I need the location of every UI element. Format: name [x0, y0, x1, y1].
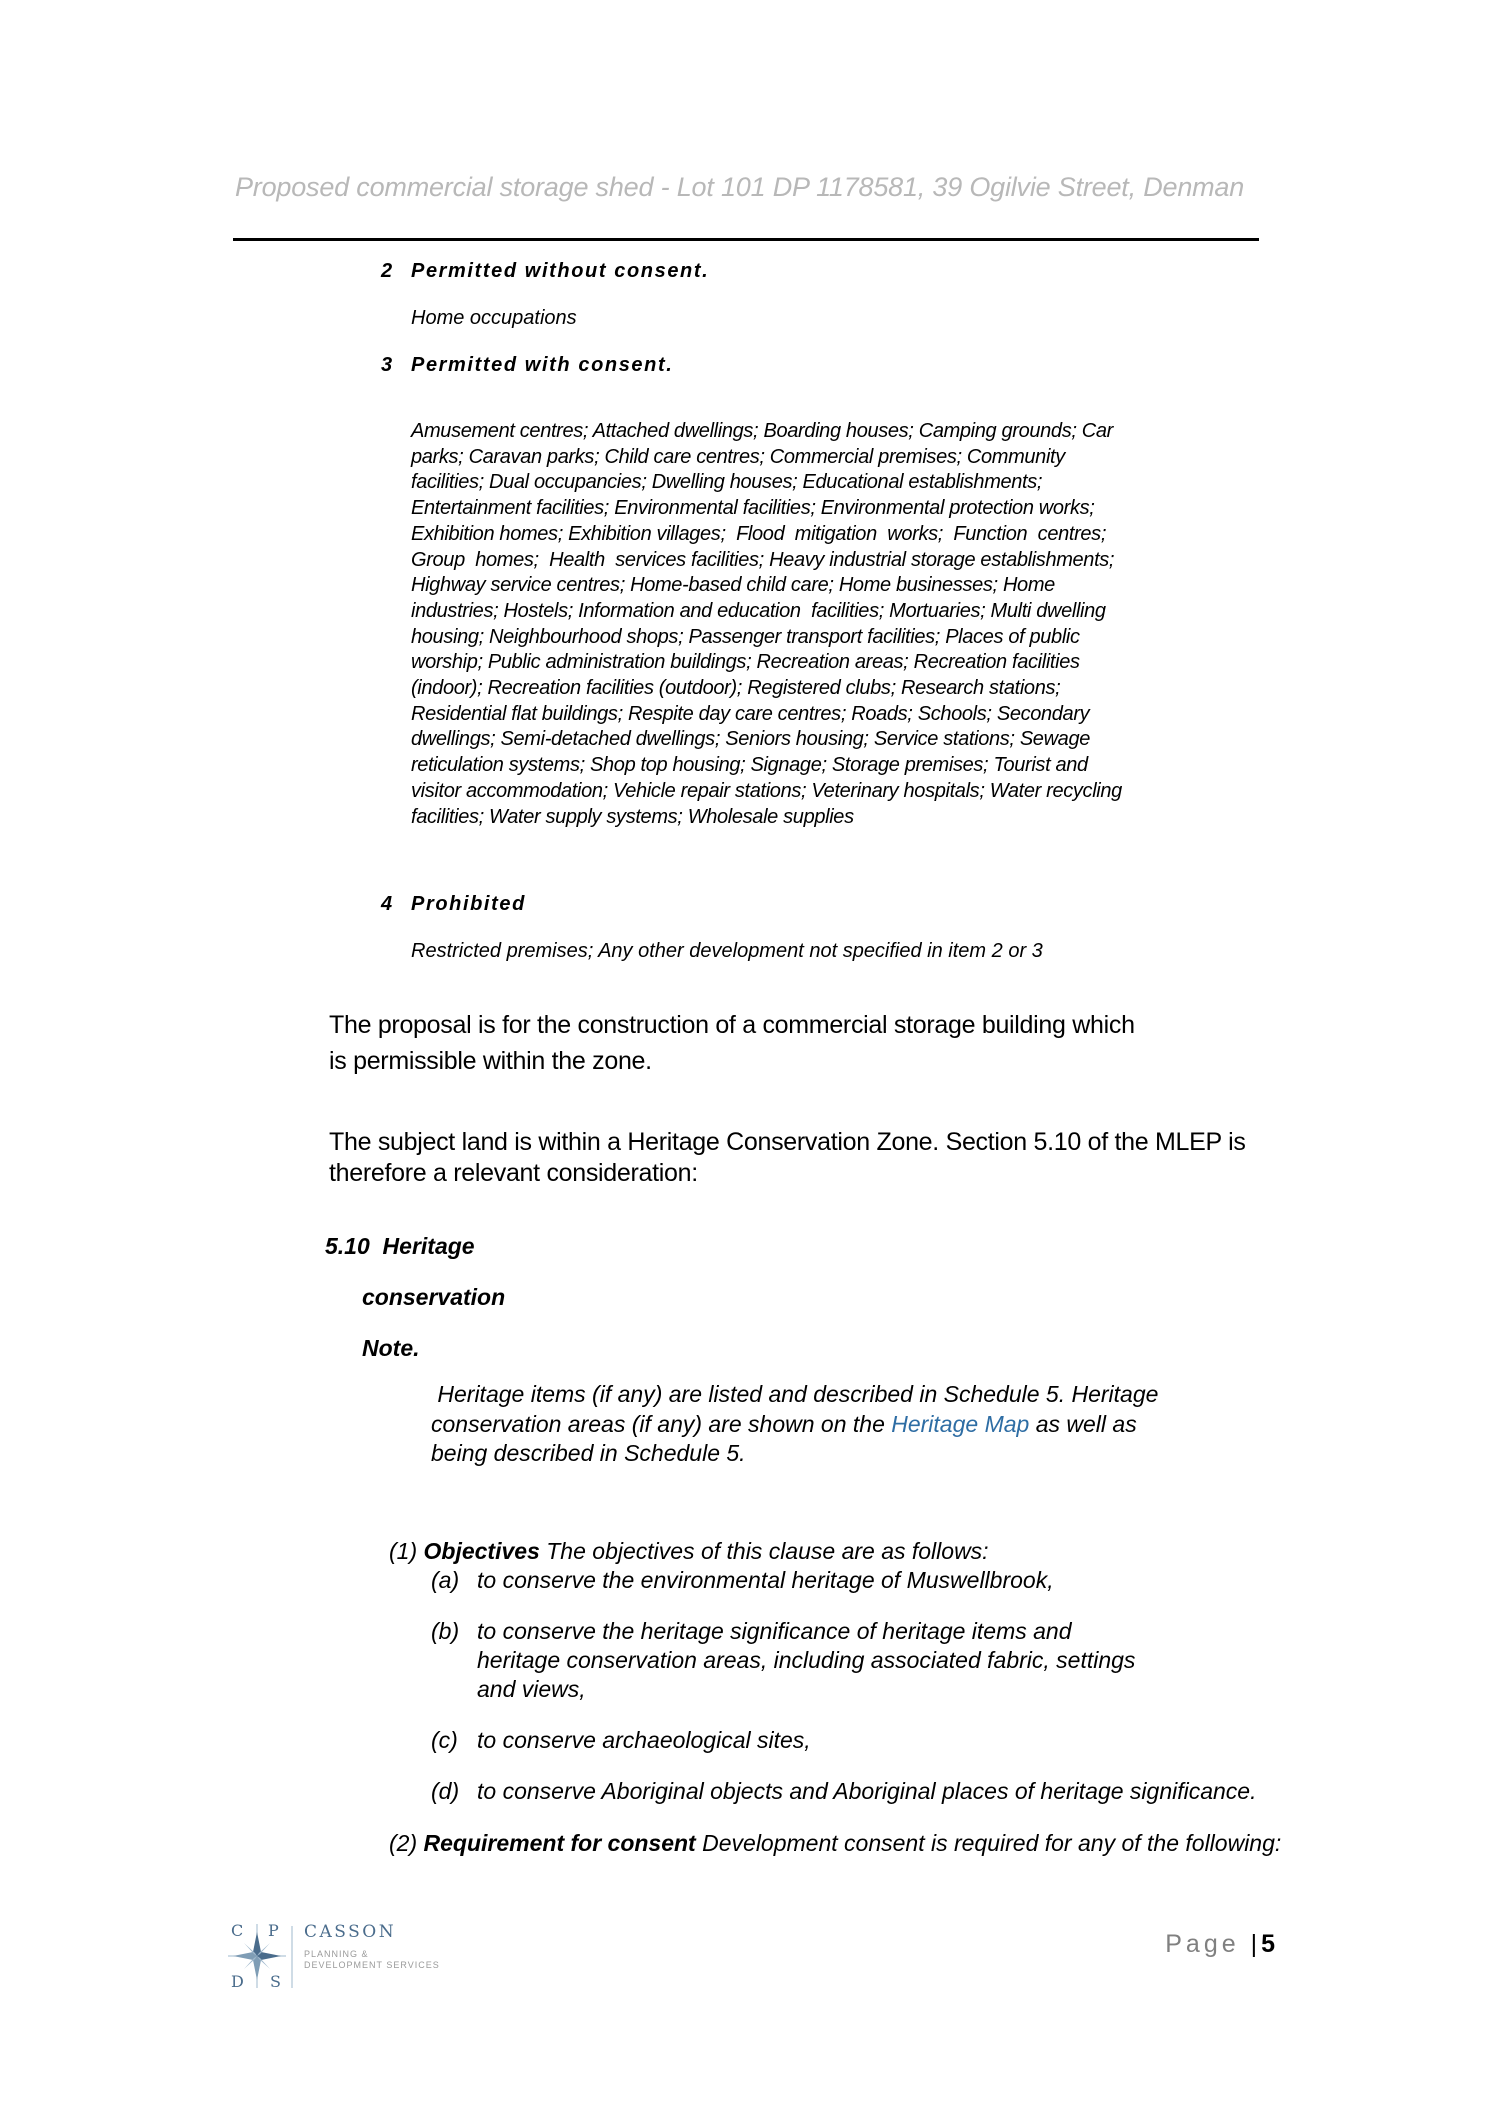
logo-subtitle: PLANNING & [304, 1949, 369, 1959]
objective-line: heritage conservation areas, including associated fabric, settings [477, 1647, 1136, 1673]
logo-name: CASSON [304, 1922, 397, 1942]
objective-c [431, 1726, 458, 1755]
paragraph-line: The subject land is within a Heritage Conservation Zone. Section 5.10 of the MLEP is [329, 1128, 1246, 1156]
paragraph-line: is permissible within the zone. [329, 1047, 652, 1075]
list-line: Exhibition homes; Exhibition villages; Flood mitigation works; Function centres; [411, 522, 1107, 545]
objective-line: and views, [477, 1676, 586, 1702]
list-line: reticulation systems; Shop top housing; Signage; Storage premises; Tourist and [411, 754, 1088, 777]
list-line: industries; Hostels; Information and education facilities; Mortuaries; Multi dwelling [411, 599, 1106, 622]
objective-d [431, 1777, 459, 1806]
subclause-heading: Requirement for consent [423, 1830, 696, 1856]
list-line: facilities; Water supply systems; Wholesale supplies [411, 805, 854, 828]
logo-letter: P [268, 1921, 279, 1940]
objective-marker: (d) [431, 1778, 460, 1804]
subclause-heading: Objectives [423, 1538, 540, 1564]
note-line [431, 1410, 1251, 1440]
subclause-2 [389, 1829, 1281, 1858]
page-number [1165, 1930, 1275, 1959]
list-line: parks; Caravan parks; Child care centres; Commercial premises; Community [411, 445, 1065, 468]
note-label: Note. [362, 1335, 420, 1361]
list-line: Residential flat buildings; Respite day care centres; Roads; Schools; Secondary [411, 702, 1090, 725]
objective-c-text [477, 1726, 811, 1755]
item-3-number: 3 [381, 354, 393, 376]
logo-letter: C [231, 1921, 244, 1940]
list-line: dwellings; Semi-detached dwellings; Seniors housing; Service stations; Sewage [411, 728, 1090, 751]
list-line: (indoor); Recreation facilities (outdoor); Registered clubs; Research stations; [411, 677, 1061, 700]
paragraph-line: The proposal is for the construction of a commercial storage building which [329, 1011, 1135, 1039]
clause-number: 5.10 [325, 1233, 370, 1259]
heritage-map-link[interactable]: Heritage Map [891, 1410, 1030, 1437]
objective-marker: (a) [431, 1567, 460, 1593]
objective-d-text [477, 1777, 1256, 1806]
running-header: Proposed commercial storage shed - Lot 101 DP 1178581, 39 Ogilvie Street, Denman [235, 172, 1245, 202]
list-line: Entertainment facilities; Environmental facilities; Environmental protection works; [411, 497, 1095, 520]
note-text: as well as [1029, 1410, 1137, 1437]
objective-a-text [477, 1566, 1054, 1595]
page-label: Page [1165, 1930, 1240, 1958]
objective-b-text [477, 1617, 1135, 1704]
clause-title: Heritage [382, 1233, 475, 1259]
subclause-text: Development consent is required for any of the following: [695, 1830, 1282, 1856]
note-text: conservation areas (if any) are shown on the [431, 1410, 892, 1437]
list-line: worship; Public administration buildings; Recreation areas; Recreation facilities [411, 651, 1080, 674]
item-3-heading: Permitted with consent. [411, 354, 674, 376]
objective-line: to conserve the heritage significance of heritage items and [477, 1618, 1072, 1644]
page-separator: | [1250, 1930, 1262, 1958]
subclause-marker: (2) [389, 1830, 418, 1856]
objective-b [431, 1617, 459, 1646]
item-2-text: Home occupations [411, 307, 577, 329]
header-rule [233, 238, 1259, 241]
paragraph-line: therefore a relevant consideration: [329, 1159, 698, 1187]
subclause-marker: (1) [389, 1538, 418, 1564]
list-line: facilities; Dual occupancies; Dwelling houses; Educational establishments; [411, 471, 1043, 494]
item-4-text: Restricted premises; Any other development not specified in item 2 or 3 [411, 940, 1043, 962]
item-4-number: 4 [381, 893, 393, 915]
note-line: Heritage items (if any) are listed and described in Schedule 5. Heritage [431, 1381, 1159, 1407]
objective-line: to conserve Aboriginal objects and Aboriginal places of heritage significance. [477, 1778, 1257, 1804]
logo-subtitle: DEVELOPMENT SERVICES [304, 1960, 440, 1970]
subclause-text: The objectives of this clause are as follows: [539, 1538, 989, 1564]
subclause-1 [389, 1537, 989, 1566]
logo-letter: S [270, 1972, 281, 1991]
list-line: Highway service centres; Home-based child care; Home businesses; Home [411, 574, 1055, 597]
permitted-uses-list [411, 419, 1241, 830]
item-4-heading: Prohibited [411, 893, 526, 915]
clause-heading [325, 1233, 475, 1260]
logo-letter: D [231, 1972, 244, 1991]
casson-logo [228, 1922, 468, 2002]
clause-title-continued: conservation [362, 1284, 506, 1310]
list-line: visitor accommodation; Vehicle repair stations; Veterinary hospitals; Water recycling [411, 779, 1122, 802]
item-2-heading: Permitted without consent. [411, 260, 710, 282]
proposal-paragraph [329, 1007, 1135, 1079]
objective-a [431, 1566, 459, 1595]
list-line: housing; Neighbourhood shops; Passenger transport facilities; Places of public [411, 625, 1080, 648]
note-line: being described in Schedule 5. [431, 1440, 746, 1466]
objective-marker: (b) [431, 1618, 460, 1644]
list-line: Amusement centres; Attached dwellings; Boarding houses; Camping grounds; Car [411, 420, 1113, 442]
objective-marker: (c) [431, 1727, 458, 1753]
heritage-paragraph [329, 1127, 1246, 1189]
page-number-value: 5 [1261, 1930, 1275, 1958]
heritage-note [431, 1380, 1251, 1469]
list-line: Group homes; Health services facilities; Heavy industrial storage establishments; [411, 548, 1115, 571]
item-2-number: 2 [381, 260, 393, 282]
objective-line: to conserve the environmental heritage of Muswellbrook, [477, 1567, 1054, 1593]
objective-line: to conserve archaeological sites, [477, 1727, 811, 1753]
